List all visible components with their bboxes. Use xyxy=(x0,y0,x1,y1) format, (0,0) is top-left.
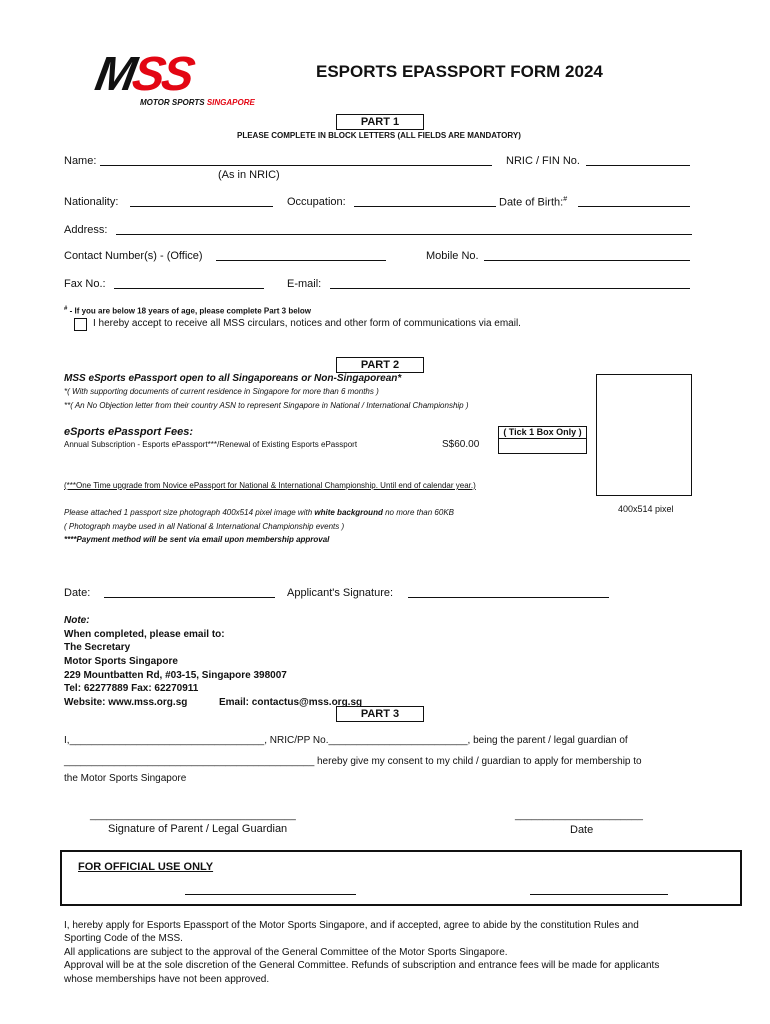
address-label: Address: xyxy=(64,224,108,236)
footer-line: All applications are subject to the approval of the General Committee of the Motor Sports Singapore. xyxy=(64,947,508,958)
consent-text: I hereby accept to receive all MSS circulars, notices and other form of communications via email. xyxy=(93,318,521,329)
fax-label: Fax No.: xyxy=(64,278,106,290)
footnote-text: - If you are below 18 years of age, please complete Part 3 below xyxy=(69,306,311,316)
date-label: Date: xyxy=(64,587,91,599)
objection-note: **( An No Objection letter from their country ASN to represent Singapore in National / International Championship ) xyxy=(64,401,469,410)
name-field[interactable] xyxy=(100,165,492,166)
payment-note: ****Payment method will be sent via email upon membership approval xyxy=(64,535,330,544)
part2-label: PART 2 xyxy=(336,357,424,373)
photo-instruction-a: Please attached 1 passport size photograph 400x514 pixel image with xyxy=(64,508,315,517)
note-line: The Secretary xyxy=(64,642,131,653)
residence-note: *( With supporting documents of current residence in Singapore for more than 6 months ) xyxy=(64,387,379,396)
part3-label: PART 3 xyxy=(336,706,424,722)
part2-heading: MSS eSports ePassport open to all Singaporeans or Non-Singaporean* xyxy=(64,373,402,384)
occupation-field[interactable] xyxy=(354,206,496,207)
guardian-line-3: the Motor Sports Singapore xyxy=(64,773,187,784)
guardian-name-field[interactable]: ___________________________________ xyxy=(69,735,265,746)
guardian-suffix: , being the parent / legal guardian of xyxy=(467,735,628,746)
logo-sub-black: MOTOR SPORTS xyxy=(140,98,207,107)
nationality-label: Nationality: xyxy=(64,196,119,208)
parent-date-field[interactable]: _______________________ xyxy=(515,810,643,821)
age-footnote xyxy=(64,306,311,316)
fax-field[interactable] xyxy=(114,288,264,289)
photo-instruction xyxy=(64,508,454,517)
official-field-2[interactable] xyxy=(530,894,668,895)
dob-field[interactable] xyxy=(578,206,690,207)
logo-letter: S xyxy=(157,48,196,101)
official-field-1[interactable] xyxy=(185,894,356,895)
fee-amount: S$60.00 xyxy=(442,439,480,450)
contact-field[interactable] xyxy=(216,260,386,261)
dob-label xyxy=(499,196,567,209)
guardian-nric-field[interactable]: _________________________ xyxy=(328,735,468,746)
mobile-label: Mobile No. xyxy=(426,250,479,262)
contact-label: Contact Number(s) - (Office) xyxy=(64,250,203,262)
footer-line: I, hereby apply for Esports Epassport of the Motor Sports Singapore, and if accepted, agree to abide by the constitution Rules and xyxy=(64,920,639,931)
fees-heading: eSports ePassport Fees: xyxy=(64,426,193,438)
form-title: ESPORTS EPASSPORT FORM 2024 xyxy=(316,62,603,81)
address-field[interactable] xyxy=(116,234,692,235)
nationality-field[interactable] xyxy=(130,206,273,207)
logo-subtitle xyxy=(140,98,255,107)
note-line: Motor Sports Singapore xyxy=(64,656,178,667)
logo-letter: S xyxy=(128,48,167,101)
nric-field[interactable] xyxy=(586,165,690,166)
applicant-signature-field[interactable] xyxy=(408,597,609,598)
note-line: When completed, please email to: xyxy=(64,629,225,640)
name-label: Name: xyxy=(64,155,97,167)
photo-size-label: 400x514 pixel xyxy=(618,504,674,514)
dob-label-text: Date of Birth: xyxy=(499,196,564,209)
consent-checkbox[interactable] xyxy=(74,318,87,331)
note-email: Email: contactus@mss.org.sg xyxy=(219,697,363,708)
footer-line: Approval will be at the sole discretion of the General Committee. Refunds of subscription and entrance fees will be made for applicants xyxy=(64,960,660,971)
upgrade-note: (***One Time upgrade from Novice ePassport for National & International Championship. Until end of calendar year.) xyxy=(64,481,476,490)
as-in-nric-note: (As in NRIC) xyxy=(218,169,280,181)
guardian-line-2 xyxy=(64,756,314,767)
fee-item: Annual Subscription - Esports ePassport***/Renewal of Existing Esports ePassport xyxy=(64,440,358,449)
footnote-mark: # xyxy=(64,306,68,312)
child-name-field[interactable]: _____________________________________________ xyxy=(64,756,315,767)
footer-line: whose memberships have not been approved. xyxy=(64,974,270,985)
logo-letter: M xyxy=(91,48,138,101)
note-line: Tel: 62277889 Fax: 62270911 xyxy=(64,683,199,694)
photo-instruction-c: no more than 60KB xyxy=(382,508,454,517)
tick-instruction: ( Tick 1 Box Only ) xyxy=(498,426,587,439)
mss-logo xyxy=(92,50,196,100)
email-field[interactable] xyxy=(330,288,690,289)
date-field[interactable] xyxy=(104,597,275,598)
nric-label: NRIC / FIN No. xyxy=(506,155,580,167)
parent-signature-label: Signature of Parent / Legal Guardian xyxy=(108,823,288,835)
part1-label: PART 1 xyxy=(336,114,424,130)
note-line: 229 Mountbatten Rd, #03-15, Singapore 398007 xyxy=(64,670,287,681)
mobile-field[interactable] xyxy=(484,260,690,261)
photo-usage-note: ( Photograph maybe used in all National & International Championship events ) xyxy=(64,522,345,531)
official-use-box xyxy=(60,850,742,906)
note-website: Website: www.mss.org.sg xyxy=(64,697,188,708)
parent-signature-field[interactable]: _____________________________________ xyxy=(90,810,296,821)
note-title: Note: xyxy=(64,615,90,626)
photo-instruction-b: white background xyxy=(314,508,383,517)
guardian-line-1 xyxy=(64,735,628,746)
occupation-label: Occupation: xyxy=(287,196,346,208)
part1-instruction: PLEASE COMPLETE IN BLOCK LETTERS (ALL FIELDS ARE MANDATORY) xyxy=(237,131,521,140)
logo-main-text xyxy=(91,48,195,101)
official-use-title: FOR OFFICIAL USE ONLY xyxy=(78,861,214,873)
guardian-nric-label: , NRIC/PP No. xyxy=(264,735,329,746)
logo-sub-red: SINGAPORE xyxy=(206,98,255,107)
applicant-signature-label: Applicant's Signature: xyxy=(287,587,394,599)
guardian-consent-text: hereby give my consent to my child / guardian to apply for membership to xyxy=(317,756,642,767)
fee-checkbox[interactable] xyxy=(498,438,587,454)
email-label: E-mail: xyxy=(287,278,322,290)
dob-mark: # xyxy=(563,196,568,203)
guardian-prefix: I, xyxy=(64,735,70,746)
photo-box[interactable] xyxy=(596,374,692,496)
footer-line: Sporting Code of the MSS. xyxy=(64,933,183,944)
parent-date-label: Date xyxy=(570,824,594,836)
